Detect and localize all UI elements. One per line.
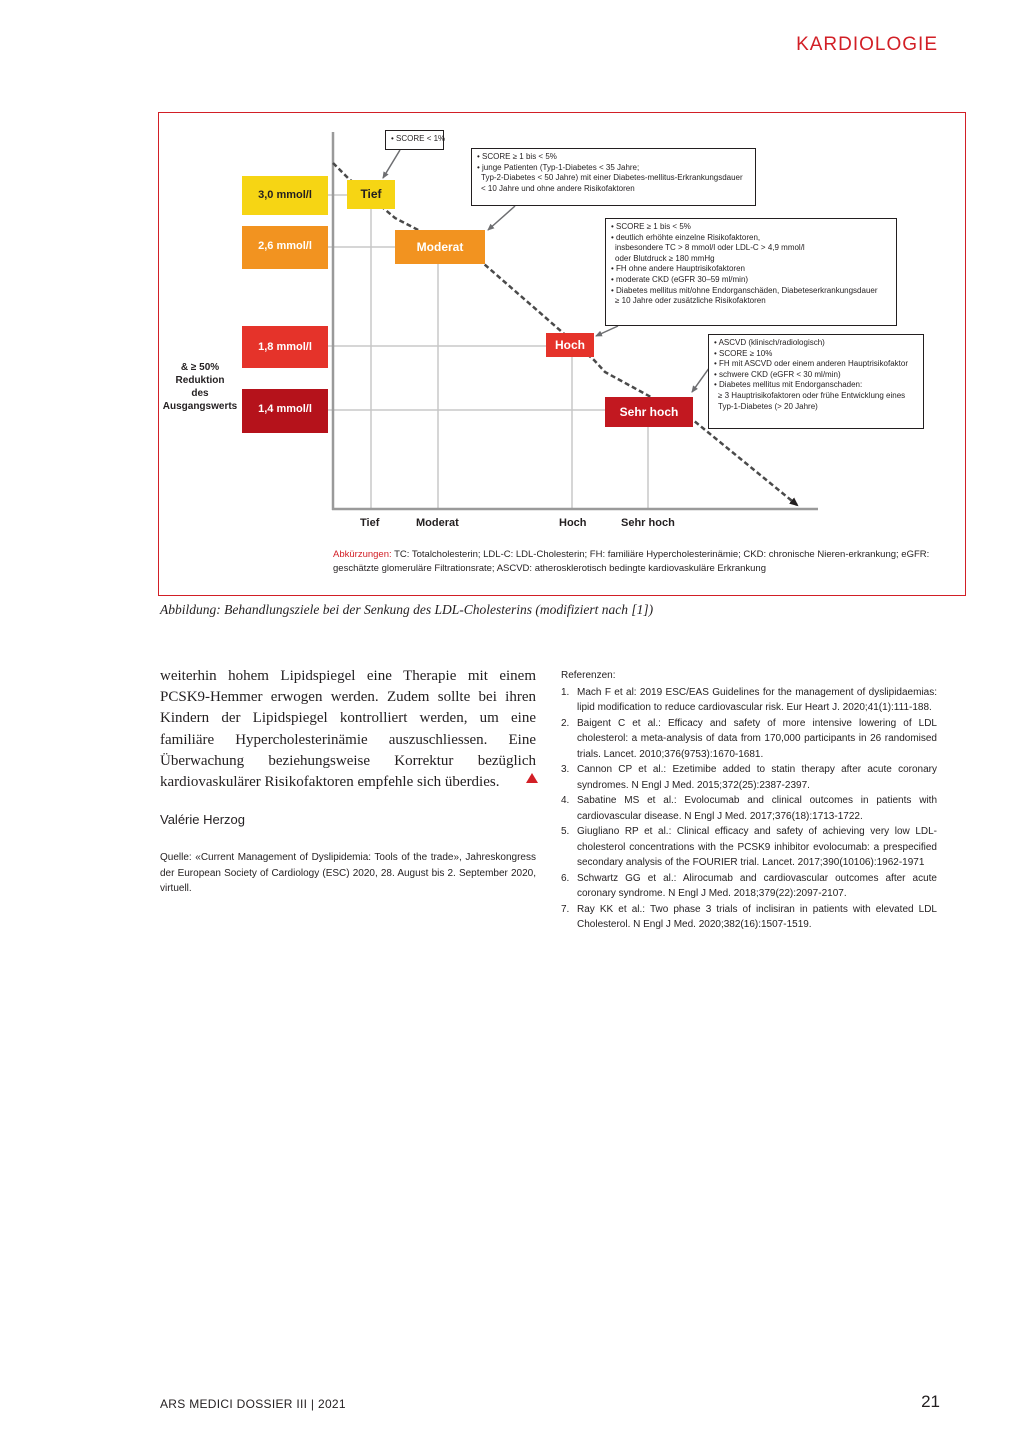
x-tick-sehr-hoch: Sehr hoch [621,517,675,529]
section-title: KARDIOLOGIE [796,34,938,55]
criteria-box-sehr-hoch: • ASCVD (klinisch/radiologisch) • SCORE ≥ 10% • FH mit ASCVD oder einem anderen Hauptrisikofaktor • schwere CKD (eGFR < 30 ml/min) • Diabetes mellitus mit Endorganschaden: ≥ 3 Hauptrisikofaktoren oder frühe Entwicklung eines Typ-1-Diabetes (> 20 Jahre) [708,334,924,429]
references-title: Referenzen: [561,670,616,681]
reference-item: 4. Sabatine MS et al.: Evolocumab and clinical outcomes in patients with cardiovascular disease. N Engl J Med. 2017;376(18):1713-1722. [561,795,937,822]
target-level-1-4: 1,4 mmol/l [242,389,328,433]
source-note: Quelle: «Current Management of Dyslipidemia: Tools of the trade», Jahreskongress der European Society of Cardiology (ESC) 2020, 28. August bis 2. September 2020, virtuell. [160,852,536,894]
figure-caption: Abbildung: Behandlungsziele bei der Senkung des LDL-Cholesterins (modifiziert nach [1]) [160,602,654,617]
target-level-3-0: 3,0 mmol/l [242,176,328,215]
reference-item: 3. Cannon CP et al.: Ezetimibe added to statin therapy after acute coronary syndromes. N Engl J Med. 2015;372(25):2387-2397. [561,764,937,791]
x-tick-moderat: Moderat [416,517,459,529]
page-number: 21 [921,1392,940,1411]
abbrev-label: Abkürzungen: [333,549,392,560]
criteria-box-tief: • SCORE < 1% [385,130,444,150]
references [561,668,937,933]
x-tick-hoch: Hoch [559,517,587,529]
risk-box-moderat: Moderat [395,230,485,264]
criteria-box-hoch: • SCORE ≥ 1 bis < 5% • deutlich erhöhte einzelne Risikofaktoren, insbesondere TC > 8 mmol/l oder LDL-C > 4,9 mmol/l oder Blutdruck ≥ 180 mmHg • FH ohne andere Hauptrisikofaktoren • moderate CKD (eGFR 30–59 ml/min) • Diabetes mellitus mit/ohne Endorganschäden, Diabeteserkrankungsdauer ≥ 10 Jahre oder zusätzliche Risikofaktoren [605,218,897,326]
reduction-note: & ≥ 50% Reduktion des Ausgangswerts [162,362,238,412]
reference-item: 6. Schwartz GG et al.: Alirocumab and cardiovascular outcomes after acute coronary syndrome. N Engl J Med. 2018;379(22):2097-2107. [561,872,937,899]
criteria-box-moderat: • SCORE ≥ 1 bis < 5% • junge Patienten (Typ-1-Diabetes < 35 Jahre; Typ-2-Diabetes < 50 Jahre) mit einer Diabetes-mellitus-Erkrankungsdauer < 10 Jahre und ohne andere Risikofaktoren [471,148,756,206]
reference-item: 2. Baigent C et al.: Efficacy and safety of more intensive lowering of LDL cholesterol: a meta-analysis of data from 170,000 participants in 26 randomised trials. Lancet. 2010;376(9753):1670-1681. [561,717,937,760]
x-tick-tief: Tief [360,517,380,529]
end-of-article-icon [526,773,538,783]
body-paragraph: weiterhin hohem Lipidspiegel eine Therapie mit einem PCSK9-Hemmer erwogen werden. Zudem sollte bei ihren Kindern der Lipidspiegel kontrolliert werden, um eine familiäre Hypercholesterinämie auszuschliessen. Eine Überwachung beziehungsweise Korrektur bezüglich kardiovaskulärer Risikofaktoren empfehle sich überdies. [160,668,536,791]
author: Valérie Herzog [160,812,246,827]
journal-footer: ARS MEDICI DOSSIER III | 2021 [160,1397,346,1411]
target-level-2-6: 2,6 mmol/l [242,226,328,269]
risk-box-tief: Tief [347,180,395,209]
abbreviations [333,548,933,576]
target-level-1-8: 1,8 mmol/l [242,326,328,368]
risk-box-sehr-hoch: Sehr hoch [605,397,693,427]
reference-item: 7. Ray KK et al.: Two phase 3 trials of inclisiran in patients with elevated LDL Cholesterol. N Engl J Med. 2020;382(16):1507-1519. [561,903,937,930]
risk-box-hoch: Hoch [546,333,594,357]
reference-item: 5. Giugliano RP et al.: Clinical efficacy and safety of achieving very low LDL-cholesterol concentrations with the PCSK9 inhibitor evolocumab: a prespecified secondary analysis of the FOURIER trial. Lancet. 2017;390(10106):1962-1971 [561,826,937,868]
reference-item: 1. Mach F et al: 2019 ESC/EAS Guidelines for the management of dyslipidaemias: lipid modification to reduce cardiovascular risk. Eur Heart J. 2020;41(1):111-188. [561,686,937,713]
abbrev-text: TC: Totalcholesterin; LDL-C: LDL-Cholesterin; FH: familiäre Hypercholesterinämie; CKD: chronische Nieren-erkrankung; eGFR: geschätzte glomeruläre Filtrationsrate; ASCVD: atherosklerotisch bedingte kardiovaskuläre Erkrankung [333,549,930,574]
